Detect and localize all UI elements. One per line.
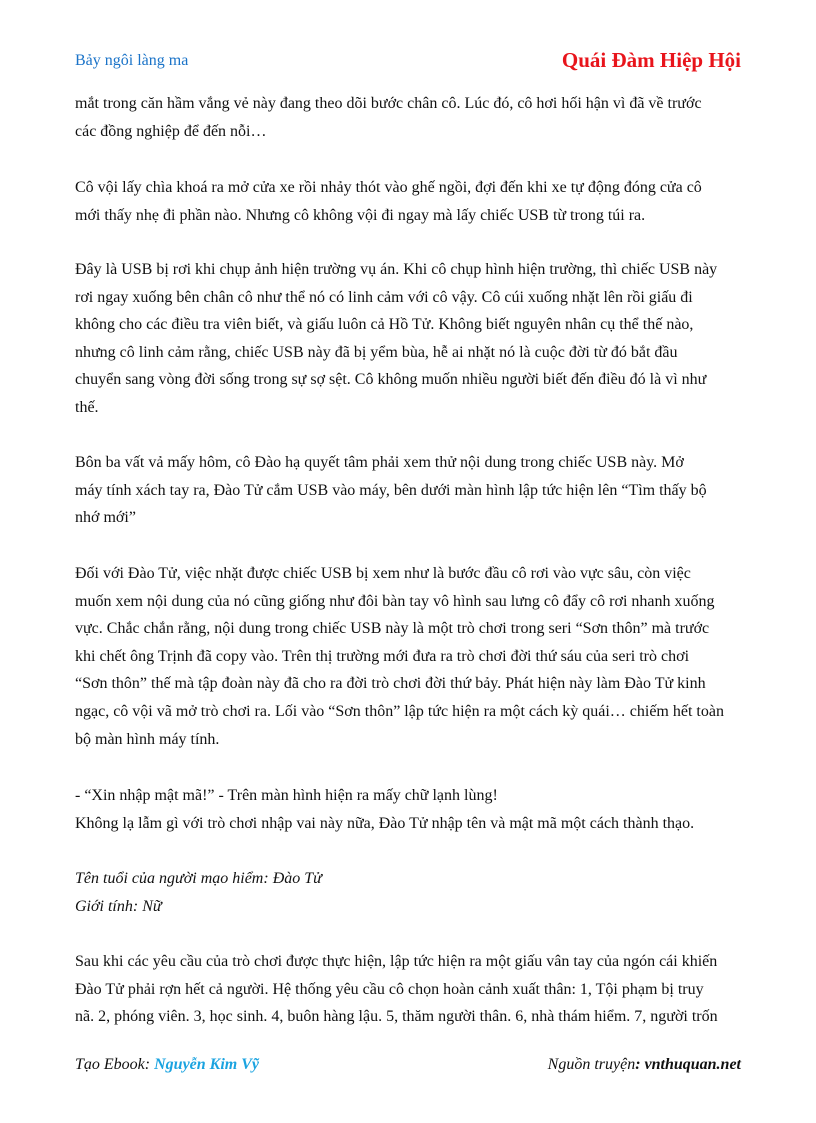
text-line: rơi ngay xuống bên chân cô như thể nó có linh cảm với cô vậy. Cô cúi xuống nhặt lên rồi giấu đi: [75, 288, 693, 306]
ebook-label: Tạo Ebook: [75, 1056, 145, 1073]
text-line: Đào Tử phải rợn hết cả người. Hệ thống yêu cầu cô chọn hoàn cảnh xuất thân: 1, Tội phạm bị truy: [75, 980, 704, 998]
text-line: nhớ mới”: [75, 509, 136, 527]
text-line: Đối với Đào Tử, việc nhặt được chiếc USB bị xem như là bước đầu cô rơi vào vực sâu, còn việc: [75, 565, 691, 582]
text-line: các đồng nghiệp để đến nỗi…: [75, 122, 267, 140]
text-line: “Sơn thôn” thế mà tập đoàn này đã cho ra đời trò chơi đời thứ bảy. Phát hiện này làm Đào Tử kinh: [75, 675, 706, 693]
text-line: vực. Chắc chắn rằng, nội dung trong chiếc USB này là một trò chơi trong seri “Sơn thôn” mà trước: [75, 620, 710, 638]
text-line: Tên tuổi của người mạo hiểm: Đào Tử: [75, 870, 322, 887]
paragraph: [75, 948, 755, 1031]
text-line: Cô vội lấy chìa khoá ra mở cửa xe rồi nhảy thót vào ghế ngồi, đợi đến khi xe tự động đóng cửa cô: [75, 179, 702, 196]
text-line: muốn xem nội dung của nó cũng giống như đôi bàn tay vô hình sau lưng cô đẩy cô rơi nhanh xuống: [75, 592, 715, 610]
text-line: ngạc, cô vội vã mở trò chơi ra. Lối vào “Sơn thôn” lập tức hiện ra một cách kỳ quái… chiếm hết toàn: [75, 702, 724, 720]
text-line: chuyển sang vòng đời sống trong sự sợ sệt. Cô không muốn nhiều người biết đến điều đó là vì như: [75, 371, 707, 389]
text-line: Không lạ lẫm gì với trò chơi nhập vai này nữa, Đào Tử nhập tên và mật mã một cách thành thạo.: [75, 814, 695, 832]
text-line: không cho các điều tra viên biết, và giấu luôn cả Hồ Tử. Không biết nguyên nhân cụ thể thế nào,: [75, 316, 694, 334]
text-line: máy tính xách tay ra, Đào Tử cắm USB vào máy, bên dưới màn hình lập tức hiện lên “Tìm thấy bộ: [75, 481, 707, 499]
text-line: mới thấy nhẹ đi phần nào. Nhưng cô không vội đi ngay mà lấy chiếc USB từ trong túi ra.: [75, 206, 646, 224]
book-title: Bảy ngôi làng ma: [75, 52, 189, 69]
footer-ebook-credit: Tạo Ebook: Nguyễn Kim Vỹ: [75, 1056, 259, 1073]
paragraph: [75, 256, 755, 422]
text-line: Sau khi các yêu cầu của trò chơi được thực hiện, lập tức hiện ra một giấu vân tay của ngón cái khiến: [75, 953, 718, 970]
paragraph: [75, 560, 755, 753]
source-label: Nguồn truyện: [547, 1056, 636, 1073]
text-line: khi chết ông Trịnh đã copy vào. Trên thị trường mới đưa ra trò chơi đời thứ sáu của seri trò chơi: [75, 647, 690, 665]
text-line: Bôn ba vất vả mấy hôm, cô Đào hạ quyết tâm phải xem thử nội dung trong chiếc USB này. Mở: [75, 454, 684, 471]
source-site: vnthuquan.net: [644, 1056, 741, 1073]
paragraph: [75, 449, 755, 532]
site-title: Quái Đàm Hiệp Hội: [561, 48, 741, 72]
text-line: nhưng cô linh cảm rằng, chiếc USB này đã bị yểm bùa, hễ ai nhặt nó là cuộc đời từ đó bắt đầu: [75, 343, 678, 361]
paragraph: [75, 865, 755, 920]
paragraph: [75, 782, 755, 837]
text-line: thế.: [75, 398, 99, 416]
footer-source: Nguồn truyện: vnthuquan.net: [547, 1056, 741, 1073]
paragraph: [75, 90, 755, 145]
text-line: nã. 2, phóng viên. 3, học sinh. 4, buôn hàng lậu. 5, thăm người thân. 6, nhà thám hiểm. 7, người trốn: [75, 1008, 718, 1026]
paragraph: [75, 174, 755, 229]
ebook-author: Nguyễn Kim Vỹ: [154, 1056, 259, 1073]
text-line: bộ màn hình máy tính.: [75, 730, 220, 748]
text-line: Giới tính: Nữ: [75, 897, 162, 915]
text-line: Đây là USB bị rơi khi chụp ảnh hiện trường vụ án. Khi cô chụp hình hiện trường, thì chiếc USB này: [75, 261, 718, 278]
text-line: - “Xin nhập mật mã!” - Trên màn hình hiện ra mấy chữ lạnh lùng!: [75, 787, 498, 804]
text-line: mắt trong căn hầm vắng vẻ này đang theo dõi bước chân cô. Lúc đó, cô hơi hối hận vì đã về trước: [75, 95, 702, 112]
